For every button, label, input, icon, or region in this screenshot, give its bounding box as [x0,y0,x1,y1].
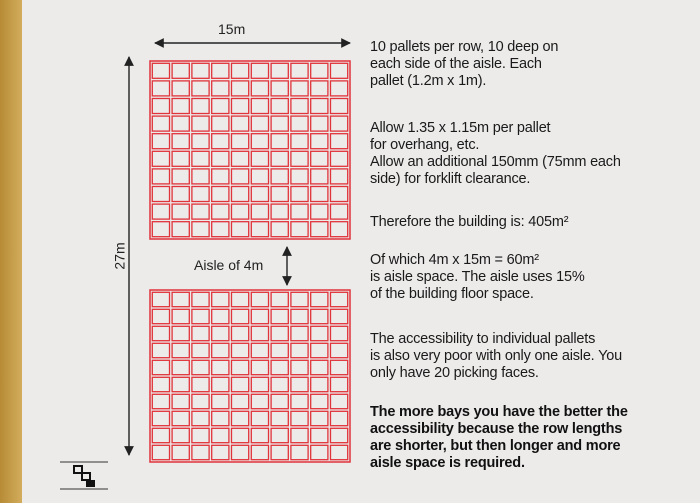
pallet-slot [291,134,308,149]
pallet-slot [232,360,249,374]
pallet-slot [311,81,328,96]
pallet-slot [152,134,169,149]
pallet-slot [331,204,348,219]
pallet-slot [172,394,189,408]
pallet-slot [152,428,169,442]
pallet-slot [152,360,169,374]
pallet-slot [232,222,249,237]
pallet-slot [212,81,229,96]
pallet-slot [271,169,288,184]
pallet-slot [232,445,249,459]
pallet-slot [311,394,328,408]
pallet-slot [251,292,268,306]
pallet-slot [251,222,268,237]
note-paragraph-2: Allow 1.35 x 1.15m per pallet for overhang, etc. Allow an additional 150mm (75mm each side) for forklift clearance. [370,120,621,187]
pallet-slot [291,445,308,459]
pallet-slot [152,63,169,78]
top-block-frame [150,61,350,239]
pallet-slot [291,360,308,374]
pallet-slot [212,292,229,306]
pallet-slot [331,134,348,149]
pallet-slot [172,151,189,166]
pallet-slot [331,187,348,202]
pallet-slot [251,204,268,219]
pallet-slot [311,222,328,237]
pallet-slot [172,204,189,219]
pallet-slot [311,116,328,131]
pallet-slot [232,116,249,131]
pallet-slot [192,445,209,459]
pallet-slot [251,99,268,114]
pallet-slot [192,360,209,374]
note-paragraph-1: 10 pallets per row, 10 deep on each side of the aisle. Each pallet (1.2m x 1m). [370,39,559,89]
pallet-slot [172,309,189,323]
pallet-slot [212,187,229,202]
pallet-slot [291,292,308,306]
pallet-slot [331,411,348,425]
pallet-slot [311,360,328,374]
pallet-slot [271,204,288,219]
pallet-slot [152,169,169,184]
pallet-block-bottom [152,292,347,459]
pallet-slot [232,411,249,425]
pallet-slot [152,326,169,340]
pallet-slot [192,187,209,202]
pallet-slot [271,411,288,425]
pallet-slot [291,204,308,219]
pallet-slot [331,116,348,131]
pallet-slot [331,377,348,391]
pallet-slot [152,309,169,323]
pallet-slot [212,428,229,442]
pallet-slot [172,326,189,340]
pallet-slot [331,445,348,459]
pallet-slot [331,63,348,78]
pallet-slot [172,428,189,442]
pallet-slot [271,134,288,149]
pallet-slot [251,360,268,374]
pallet-slot [172,81,189,96]
pallet-slot [192,326,209,340]
pallet-slot [271,63,288,78]
pallet-slot [232,99,249,114]
pallet-slot [232,204,249,219]
pallet-slot [271,292,288,306]
pallet-slot [271,309,288,323]
pallet-slot [311,326,328,340]
note-paragraph-5: The accessibility to individual pallets is also very poor with only one aisle. You only have 20 picking faces. [370,331,622,381]
pallet-slot [152,343,169,357]
pallet-slot [152,204,169,219]
pallet-slot [232,151,249,166]
pallet-slot [232,63,249,78]
pallet-slot [271,428,288,442]
pallet-slot [251,411,268,425]
pallet-slot [232,134,249,149]
pallet-slot [232,81,249,96]
pallet-slot [212,222,229,237]
pallet-slot [331,428,348,442]
pallet-slot [212,326,229,340]
pallet-slot [291,81,308,96]
pallet-slot [192,411,209,425]
pallet-slot [291,99,308,114]
pallet-slot [331,169,348,184]
pallet-slot [232,377,249,391]
pallet-slot [212,169,229,184]
pallet-slot [251,428,268,442]
pallet-slot [172,222,189,237]
pallet-slot [291,309,308,323]
pallet-slot [251,134,268,149]
pallet-slot [251,394,268,408]
pallet-slot [212,377,229,391]
pallet-slot [291,394,308,408]
pallet-slot [172,445,189,459]
pallet-slot [192,134,209,149]
pallet-slot [212,151,229,166]
pallet-slot [152,151,169,166]
pallet-slot [212,309,229,323]
pallet-slot [192,116,209,131]
pallet-slot [152,187,169,202]
pallet-slot [311,292,328,306]
pallet-slot [311,411,328,425]
pallet-slot [271,445,288,459]
height-label: 27m [111,242,128,270]
pallet-slot [291,222,308,237]
pallet-slot [331,222,348,237]
pallet-slot [172,169,189,184]
pallet-slot [232,292,249,306]
pallet-slot [251,445,268,459]
pallet-slot [192,428,209,442]
pallet-slot [152,222,169,237]
pallet-slot [192,204,209,219]
pallet-slot [251,343,268,357]
pallet-slot [311,428,328,442]
pallet-slot [232,326,249,340]
pallet-slot [152,394,169,408]
pallet-slot [311,377,328,391]
pallet-slot [271,360,288,374]
pallet-slot [271,394,288,408]
pallet-slot [232,309,249,323]
pallet-slot [232,169,249,184]
pallet-slot [311,151,328,166]
pallet-slot [172,134,189,149]
pallet-slot [172,292,189,306]
pallet-slot [331,309,348,323]
pallet-block-top [152,63,347,236]
pallet-slot [271,326,288,340]
pallet-slot [291,187,308,202]
pallet-slot [291,63,308,78]
pallet-slot [291,116,308,131]
pallet-slot [152,377,169,391]
width-label: 15m [218,21,246,37]
note-paragraph-6: The more bays you have the better the accessibility because the row lengths are shorter, but then longer and more aisle space is required. [370,404,628,471]
pallet-slot [331,326,348,340]
pallet-slot [192,377,209,391]
pallet-slot [271,116,288,131]
pallet-slot [311,169,328,184]
pallet-slot [291,377,308,391]
pallet-slot [192,169,209,184]
pallet-slot [152,116,169,131]
pallet-slot [212,63,229,78]
pallet-slot [251,377,268,391]
pallet-slot [331,394,348,408]
pallet-slot [331,151,348,166]
pallet-slot [212,343,229,357]
pallet-slot [212,116,229,131]
pallet-slot [251,326,268,340]
pallet-slot [271,99,288,114]
bottom-block-frame [150,290,350,462]
pallet-slot [271,343,288,357]
pallet-slot [331,360,348,374]
pallet-slot [152,99,169,114]
pallet-slot [172,377,189,391]
pallet-slot [311,63,328,78]
pallet-slot [192,222,209,237]
pallet-slot [152,292,169,306]
pallet-slot [192,343,209,357]
pallet-slot [331,292,348,306]
pallet-slot [212,134,229,149]
pallet-slot [251,169,268,184]
pallet-slot [271,377,288,391]
pallet-slot [232,394,249,408]
pallet-slot [311,309,328,323]
pallet-slot [271,187,288,202]
pallet-slot [192,63,209,78]
pallet-slot [251,309,268,323]
pallet-slot [232,187,249,202]
pallet-slot [311,187,328,202]
pallet-slot [271,81,288,96]
pallet-slot [271,151,288,166]
pallet-slot [331,99,348,114]
pallet-slot [172,411,189,425]
pallet-slot [311,343,328,357]
pallet-slot [251,187,268,202]
pallet-slot [172,63,189,78]
pallet-slot [251,81,268,96]
pallet-slot [152,81,169,96]
pallet-slot [152,411,169,425]
pallet-slot [311,204,328,219]
pallet-slot [172,343,189,357]
pallet-slot [251,116,268,131]
pallet-slot [271,222,288,237]
pallet-slot [251,63,268,78]
pallet-slot [232,428,249,442]
pallet-slot [192,292,209,306]
pallet-slot [232,343,249,357]
aisle-label: Aisle of 4m [194,257,264,273]
pallet-slot [311,134,328,149]
pallet-slot [291,326,308,340]
pallet-slot [291,411,308,425]
pallet-slot [192,151,209,166]
pallet-slot [152,445,169,459]
pallet-slot [212,99,229,114]
pallet-slot [212,445,229,459]
pallet-slot [291,151,308,166]
note-paragraph-3: Therefore the building is: 405m² [370,214,569,230]
pallet-slot [212,360,229,374]
pallet-slot [311,99,328,114]
logo-icon [58,456,116,494]
note-paragraph-4: Of which 4m x 15m = 60m² is aisle space. The aisle uses 15% of the building floor space. [370,252,585,302]
pallet-slot [212,394,229,408]
pallet-slot [172,99,189,114]
pallet-slot [192,309,209,323]
pallet-slot [172,187,189,202]
pallet-slot [192,99,209,114]
pallet-slot [192,394,209,408]
pallet-slot [172,116,189,131]
pallet-slot [212,411,229,425]
pallet-slot [291,343,308,357]
pallet-slot [291,169,308,184]
pallet-slot [212,204,229,219]
pallet-slot [331,343,348,357]
pallet-slot [172,360,189,374]
pallet-slot [311,445,328,459]
pallet-slot [291,428,308,442]
pallet-slot [192,81,209,96]
pallet-slot [331,81,348,96]
pallet-slot [251,151,268,166]
